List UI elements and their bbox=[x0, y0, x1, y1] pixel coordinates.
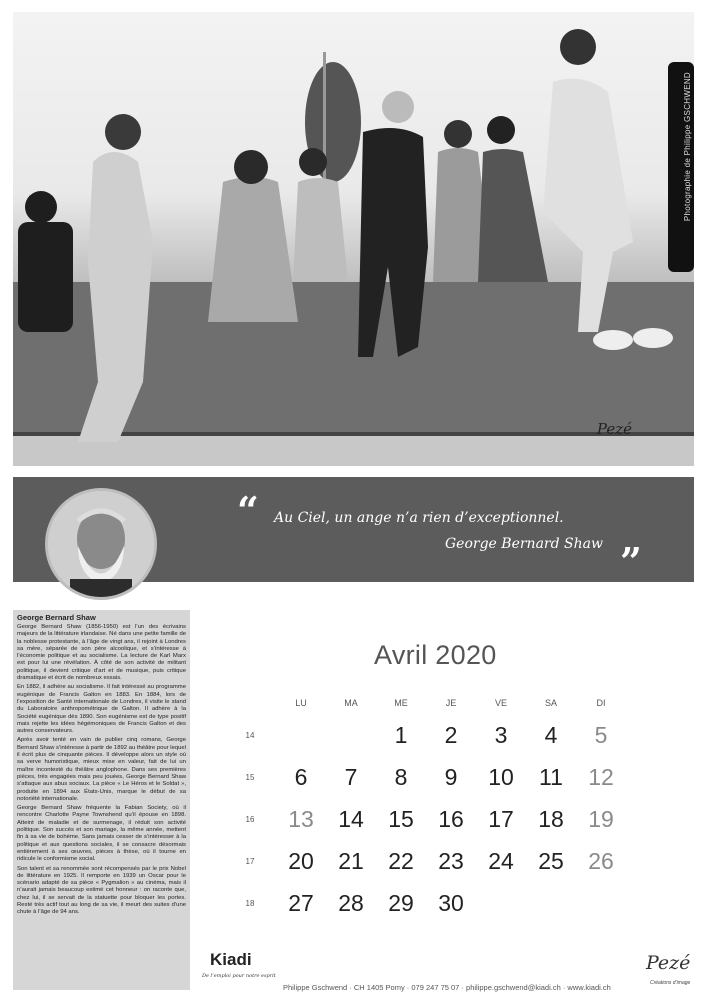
calendar-day: 1 bbox=[394, 722, 408, 748]
day-header: SA bbox=[544, 698, 557, 708]
calendar-day: 2 bbox=[444, 722, 458, 748]
calendar-day: 24 bbox=[488, 848, 514, 874]
day-header: LU bbox=[295, 698, 307, 708]
calendar-day: 5 bbox=[594, 722, 608, 748]
bio-paragraph: George Bernard Shaw (1856-1950) est l’un des écrivains majeurs de la littérature irlandaise. Né dans une petite famille de la noblesse protestante, à l’âge de vingt ans, il rejoint à Londres sa mère, séparée de son père alcoolique, et s’intéresse à l’économie politique et au socialisme. La lecture de Karl Marx est pour lui une révélation. À côté de son activité de militant politique, il devient critique d’art et de musique, puis critique dramatique et écrit de nombreux essais. bbox=[17, 624, 186, 682]
calendar-day: 13 bbox=[288, 806, 314, 832]
calendar-day: 27 bbox=[288, 890, 314, 916]
calendar-day: 19 bbox=[588, 806, 614, 832]
photo-signature: Pezé bbox=[596, 420, 632, 438]
bio-title: George Bernard Shaw bbox=[17, 613, 96, 622]
bio-paragraph: Son talent et sa renommée sont récompensés par le prix Nobel de littérature en 1925. Il remporte en 1939 un Oscar pour le scénario adapté de sa pièce « Pygmalion » au cinéma, mais il n’aurait jamais beaucoup estimé cet honneur : on raconte que, chez lui, il se servait de la statuette pour bloquer les portes. Resté très actif tout au long de sa vie, il meurt des suites d’une chute à l’âge de 94 ans. bbox=[17, 865, 186, 916]
calendar-day: 25 bbox=[538, 848, 564, 874]
photo-credit: Photographie de Philippe GSCHWEND bbox=[683, 72, 692, 222]
calendar-day: 12 bbox=[588, 764, 614, 790]
day-header: DI bbox=[596, 698, 606, 708]
kiadi-logo: Kiadi bbox=[210, 950, 252, 969]
calendar-day: 4 bbox=[544, 722, 558, 748]
photo-scene bbox=[13, 12, 694, 466]
week-number: 17 bbox=[245, 857, 255, 866]
bio-paragraph: George Bernard Shaw fréquente la Fabian Society, où il rencontre Charlotte Payne Townshend qu’il épouse en 1898. Atteint de maladie et de surmenage, il réduit son activité politique. Son succès et son mariage, la même année, mettent fin à sa vie de bohème. Sans jamais cesser de s’intéresser à la politique et aux questions sociales, il se consacre désormais entièrement à ses œuvres, pièces à thèse, où il tourne en ridicule le conformisme social. bbox=[17, 805, 186, 863]
calendar-day: 9 bbox=[444, 764, 458, 790]
day-header: ME bbox=[394, 698, 408, 708]
calendar-day: 26 bbox=[588, 848, 614, 874]
event-photo bbox=[13, 12, 694, 466]
calendar-day: 18 bbox=[538, 806, 564, 832]
calendar-day: 16 bbox=[438, 806, 464, 832]
calendar-day: 6 bbox=[294, 764, 308, 790]
week-number: 16 bbox=[245, 815, 255, 824]
footer-signature: Pezé bbox=[646, 952, 691, 974]
calendar-day: 17 bbox=[488, 806, 514, 832]
bio-paragraph: Après avoir tenté en vain de publier cinq romans, George Bernard Shaw s’intéresse à partir de 1892 au théâtre pour lequel il écrit plus de cinquante pièces. Il développe alors un style où sa verve humoristique, mieux mise en valeur, fait de lui un maître incontesté du théâtre anglophone. Dans ses premières pièces, très engagées mais peu jouées, George Bernard Shaw s’attaque aux abus sociaux. La pièce « Le Héros et le Soldat », produite en 1894 aux États-Unis, marque le début de sa notoriété internationale. bbox=[17, 737, 186, 802]
calendar-day: 11 bbox=[539, 764, 563, 790]
calendar-month-title: Avril 2020 bbox=[374, 640, 497, 670]
footer-signature-sub: Créations d’image bbox=[650, 980, 691, 986]
week-number: 15 bbox=[245, 773, 255, 782]
quote-author: George Bernard Shaw bbox=[445, 536, 603, 552]
calendar-day: 8 bbox=[394, 764, 408, 790]
week-number: 18 bbox=[245, 899, 255, 908]
kiadi-tagline: De l’emploi pour notre esprit bbox=[202, 973, 276, 979]
author-biography bbox=[13, 610, 190, 990]
calendar-day: 22 bbox=[388, 848, 414, 874]
calendar-day: 21 bbox=[338, 848, 364, 874]
author-portrait bbox=[45, 488, 157, 600]
open-quote-icon: “ bbox=[237, 488, 259, 533]
day-header: MA bbox=[344, 698, 358, 708]
calendar-day: 10 bbox=[488, 764, 514, 790]
day-header: VE bbox=[494, 698, 507, 708]
quote-text: Au Ciel, un ange n’a rien d’exceptionnel. bbox=[274, 510, 564, 526]
calendar-day: 20 bbox=[288, 848, 314, 874]
day-header: JE bbox=[445, 698, 457, 708]
calendar-day: 23 bbox=[438, 848, 464, 874]
calendar-day: 15 bbox=[388, 806, 414, 832]
footer-contact: Philippe Gschwend · CH 1405 Pomy · 079 247 75 07 · philippe.gschwend@kiadi.ch · www.kiadi.ch bbox=[283, 983, 611, 992]
calendar-day: 30 bbox=[438, 890, 464, 916]
calendar-day: 28 bbox=[338, 890, 364, 916]
calendar-day: 3 bbox=[494, 722, 508, 748]
calendar-day: 14 bbox=[338, 806, 364, 832]
close-quote-icon: ” bbox=[620, 539, 642, 584]
calendar-day: 7 bbox=[344, 764, 358, 790]
week-number: 14 bbox=[245, 731, 255, 740]
calendar-day: 29 bbox=[388, 890, 414, 916]
bio-paragraph: En 1882, il adhère au socialisme. Il fait intéressé au programme eugénique de Francis Galton en 1883. En 1884, lors de l’exposition de Santé internationale de Londres, il visite le stand du Laboratoire anthropométrique de Galton. Il adhère à la Société eugénique dès 1890. Son eugénisme est de type positif mais rejette les idées hégémoniques de Francis Galton et des autres conservateurs. bbox=[17, 684, 186, 735]
